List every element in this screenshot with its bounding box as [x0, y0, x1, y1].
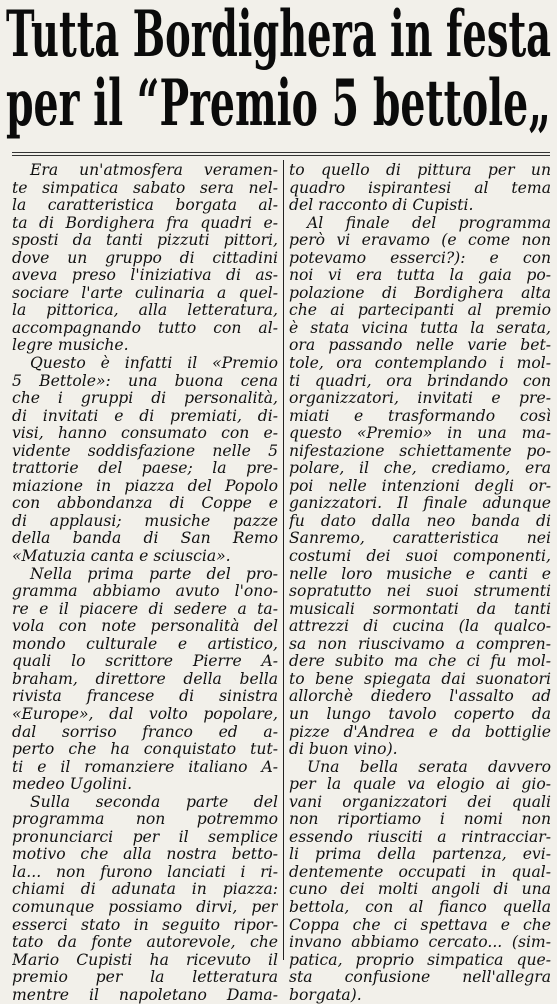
text-line: vidente soddisfazione nelle 5: [12, 442, 278, 460]
text-line: Una bella serata davvero: [307, 758, 551, 776]
text-line: Mario Cupisti ha ricevuto il: [12, 951, 278, 969]
text-line: bettola, con al fianco quella: [289, 898, 551, 916]
text-line: noi vi era tutta la gaia po-: [289, 267, 551, 285]
text-line: vani organizzatori dei quali: [289, 793, 551, 811]
text-line: mondo culturale e artistico,: [12, 635, 278, 653]
text-line: ti e il romanziere italiano A-: [12, 758, 278, 776]
text-line: Nella prima parte del pro-: [30, 565, 278, 583]
headline-rule-double: [12, 155, 550, 156]
text-line: dentemente occupati in qual-: [289, 863, 551, 881]
text-line: quadro ispirantesi al tema: [289, 179, 551, 197]
text-line: di invitati e di premiati, di-: [12, 407, 278, 425]
text-line: tole, ora contemplando i mol-: [289, 355, 551, 373]
text-line: sposti da tanti pizzuti pittori,: [12, 232, 278, 250]
text-line: pronunciarci per il semplice: [12, 828, 278, 846]
text-line: sta confusione nell'allegra: [289, 969, 551, 987]
text-line: chiami di adunata in piazza:: [12, 881, 278, 899]
text-line: che ai partecipanti al premio: [289, 302, 551, 320]
text-line: del racconto di Cupisti.: [289, 197, 474, 215]
text-line: accompagnando tutto con al-: [12, 319, 278, 337]
article-column-right: [289, 162, 551, 1004]
text-line: fu dato dalla neo banda di: [289, 512, 551, 530]
text-line: aveva preso l'iniziativa di as-: [12, 267, 278, 285]
text-line: mentre il napoletano Dama-: [12, 986, 278, 1004]
headline-line-2: per il “Premio 5 bettole„: [6, 65, 551, 140]
text-line: di buon vino).: [289, 741, 398, 759]
text-line: programma non potremmo: [12, 811, 278, 829]
text-line: polazione di Bordighera alta: [289, 284, 551, 302]
text-line: 5 Bettole»: una buona cena: [12, 372, 278, 390]
text-line: è stata vicina tutta la serata,: [289, 319, 551, 337]
text-line: dere subito ma che ci fu mol-: [289, 653, 551, 671]
text-line: Sanremo, caratteristica nei: [289, 530, 551, 548]
text-line: medeo Ugolini.: [12, 776, 133, 794]
text-line: ora passando nelle varie bet-: [289, 337, 551, 355]
text-line: quali lo scrittore Pierre A-: [12, 653, 278, 671]
text-line: «Europe», dal volto popolare,: [12, 705, 278, 723]
text-line: to bene spiegata dai suonatori: [289, 670, 551, 688]
text-line: che i gruppi di personalità,: [12, 390, 278, 408]
text-line: musicali sormontati da tanti: [289, 600, 551, 618]
text-line: tato da fonte autorevole, che: [12, 934, 278, 952]
text-line: Al finale del programma: [307, 214, 551, 232]
text-line: li prima della partenza, evi-: [289, 846, 551, 864]
headline: [6, 0, 552, 140]
text-line: re e il piacere di sedere a ta-: [12, 600, 278, 618]
text-line: polare, il che, crediamo, era: [289, 460, 551, 478]
text-line: essendo riusciti a rintracciar-: [289, 828, 551, 846]
headline-line-1: Tutta Bordighera in festa: [6, 0, 552, 71]
text-line: to quello di pittura per un: [289, 162, 551, 179]
text-line: legre musiche.: [12, 337, 129, 355]
text-line: invano abbiamo cercato... (sim-: [289, 934, 551, 952]
text-line: premio per la letteratura: [12, 969, 278, 987]
text-line: Era un'atmosfera veramen-: [30, 162, 278, 179]
text-line: miati e trasformando così: [289, 407, 551, 425]
text-line: ti quadri, ora brindando con: [289, 372, 551, 390]
text-line: ta di Bordighera fra quadri e-: [12, 214, 278, 232]
text-line: la caratteristica borgata al-: [12, 197, 278, 215]
text-line: la... non furono lanciati i ri-: [12, 863, 278, 881]
text-line: nifestazione schiettamente po-: [289, 442, 551, 460]
text-line: rivista francese di sinistra: [12, 688, 278, 706]
text-line: della banda di San Remo: [12, 530, 278, 548]
text-line: la pittorica, alla letteratura,: [12, 302, 278, 320]
text-line: nelle loro musiche e canti e: [289, 565, 551, 583]
text-line: borgata).: [289, 986, 362, 1004]
text-line: miazione in piazza del Popolo: [12, 477, 278, 495]
text-line: esserci stato in seguito ripor-: [12, 916, 278, 934]
text-line: per la quale va elogio ai gio-: [289, 776, 551, 794]
text-line: Sulla seconda parte del: [30, 793, 278, 811]
text-line: Coppa che ci spettava e che: [289, 916, 551, 934]
text-line: poi nelle intenzioni degli or-: [289, 477, 551, 495]
text-line: perto che ha conquistato tut-: [12, 741, 278, 759]
text-line: vola con note personalità del: [12, 618, 278, 636]
column-divider: [283, 160, 284, 960]
text-line: motivo che alla nostra betto-: [12, 846, 278, 864]
text-line: dal sorriso franco ed a-: [12, 723, 278, 741]
text-line: attrezzi di cucina (la qualco-: [289, 618, 551, 636]
text-line: allorchè diedero l'assalto ad: [289, 688, 551, 706]
text-line: organizzatori, invitati e pre-: [289, 390, 551, 408]
text-line: di applausi; musiche pazze: [12, 512, 278, 530]
text-line: patica, proprio simpatica que-: [289, 951, 551, 969]
text-line: trattorie del paese; la pre-: [12, 460, 278, 478]
text-line: gramma abbiamo avuto l'ono-: [12, 583, 278, 601]
text-line: cuno dei molti angoli di una: [289, 881, 551, 899]
text-line: sociare l'arte culinaria a quel-: [12, 284, 278, 302]
text-line: braham, direttore della bella: [12, 670, 278, 688]
text-line: Questo è infatti il «Premio: [30, 355, 278, 373]
text-line: un lungo tavolo coperto da: [289, 705, 551, 723]
text-line: «Matuzia canta e sciuscia».: [12, 548, 231, 566]
text-line: questo «Premio» in una ma-: [289, 425, 551, 443]
text-line: non riportiamo i nomi non: [289, 811, 551, 829]
text-line: potevamo esserci?): e con: [289, 249, 551, 267]
text-line: comunque possiamo dirvi, per: [12, 898, 278, 916]
text-line: te simpatica sabato sera nel-: [12, 179, 278, 197]
text-line: con abbondanza di Coppe e: [12, 495, 278, 513]
text-line: dove un gruppo di cittadini: [12, 249, 278, 267]
article-column-left: [12, 162, 278, 1004]
headline-rule: [12, 152, 550, 153]
text-line: sopratutto nei suoi strumenti: [289, 583, 551, 601]
text-line: però vi eravamo (e come non: [289, 232, 551, 250]
text-line: sa non riuscivamo a compren-: [289, 635, 551, 653]
text-line: pizze d'Andrea e da bottiglie: [289, 723, 551, 741]
text-line: costumi dei suoi componenti,: [289, 548, 551, 566]
text-line: ganizzatori. Il finale adunque: [289, 495, 551, 513]
text-line: visi, hanno consumato con e-: [12, 425, 278, 443]
